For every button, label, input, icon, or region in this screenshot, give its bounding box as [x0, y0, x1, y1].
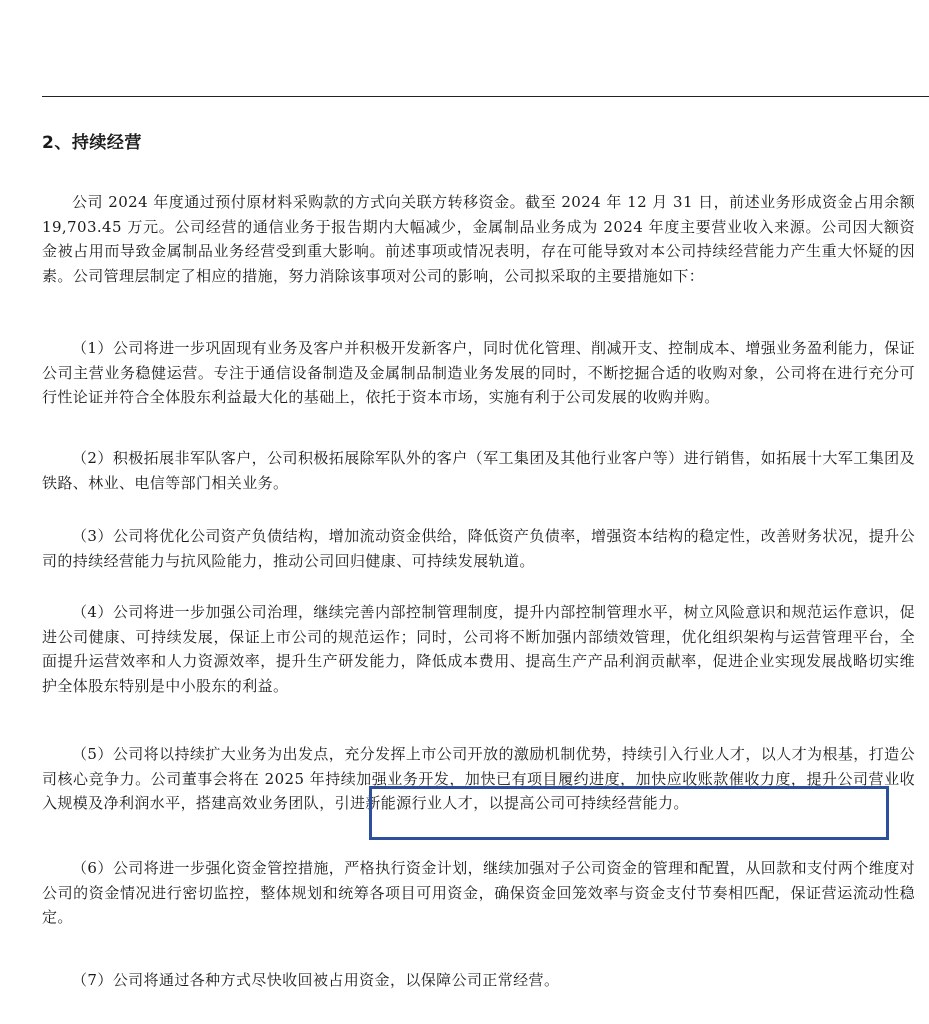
top-rule [42, 96, 929, 97]
paragraph-measure-2: （2）积极拓展非军队客户，公司积极拓展除军队外的客户（军工集团及其他行业客户等）进行销售，如拓展十大军工集团及铁路、林业、电信等部门相关业务。 [42, 449, 915, 492]
paragraph-measure-1: （1）公司将进一步巩固现有业务及客户并积极开发新客户，同时优化管理、削减开支、控制成本、增强业务盈利能力，保证公司主营业务稳健运营。专注于通信设备制造及金属制品制造业务发展的同时，不断挖掘合适的收购对象，公司将在进行充分可行性论证并符合全体股东利益最大化的基础上，依托于资本市场，实施有利于公司发展的收购并购。 [42, 339, 915, 406]
paragraph-measure-6: （6）公司将进一步强化资金管控措施，严格执行资金计划，继续加强对子公司资金的管理和配置，从回款和支付两个维度对公司的资金情况进行密切监控，整体规划和统筹各项目可用资金，确保资金回笼效率与资金支付节奏相匹配，保证营运流动性稳定。 [42, 859, 915, 926]
paragraph-measure-7: （7）公司将通过各种方式尽快收回被占用资金，以保障公司正常经营。 [72, 971, 560, 989]
paragraph-intro: 公司 2024 年度通过预付原材料采购款的方式向关联方转移资金。截至 2024 年 12 月 31 日，前述业务形成资金占用余额 19,703.45 万元。公司经营的通信业务于报告期内大幅减少，金属制品业务成为 2024 年度主要营业收入来源。公司因大额资金被占用而导致金属制品业务经营受到重大影响。前述事项或情况表明，存在可能导致对本公司持续经营能力产生重大怀疑的因素。公司管理层制定了相应的措施，努力消除该事项对公司的影响，公司拟采取的主要措施如下： [42, 193, 915, 285]
paragraph-measure-5: （5）公司将以持续扩大业务为出发点，充分发挥上市公司开放的激励机制优势，持续引入行业人才，以人才为根基，打造公司核心竞争力。公司董事会将在 2025 年持续加强业务开发，加快已有项目履约进度，加快应收账款催收力度，提升公司营业收入规模及净利润水平，搭建高效业务团队，引进新能源行业人才，以提高公司可持续经营能力。 [42, 745, 915, 812]
paragraph-measure-4: （4）公司将进一步加强公司治理，继续完善内部控制管理制度，提升内部控制管理水平，树立风险意识和规范运作意识，促进公司健康、可持续发展，保证上市公司的规范运作；同时，公司将不断加强内部绩效管理，优化组织架构与运营管理平台，全面提升运营效率和人力资源效率，提升生产研发能力，降低成本费用、提高生产产品利润贡献率，促进企业实现发展战略切实维护全体股东特别是中小股东的利益。 [42, 603, 915, 695]
section-title: 2、持续经营 [42, 133, 142, 153]
paragraph-measure-3: （3）公司将优化公司资产负债结构，增加流动资金供给，降低资产负债率，增强资本结构的稳定性，改善财务状况，提升公司的持续经营能力与抗风险能力，推动公司回归健康、可持续发展轨道。 [42, 527, 915, 570]
